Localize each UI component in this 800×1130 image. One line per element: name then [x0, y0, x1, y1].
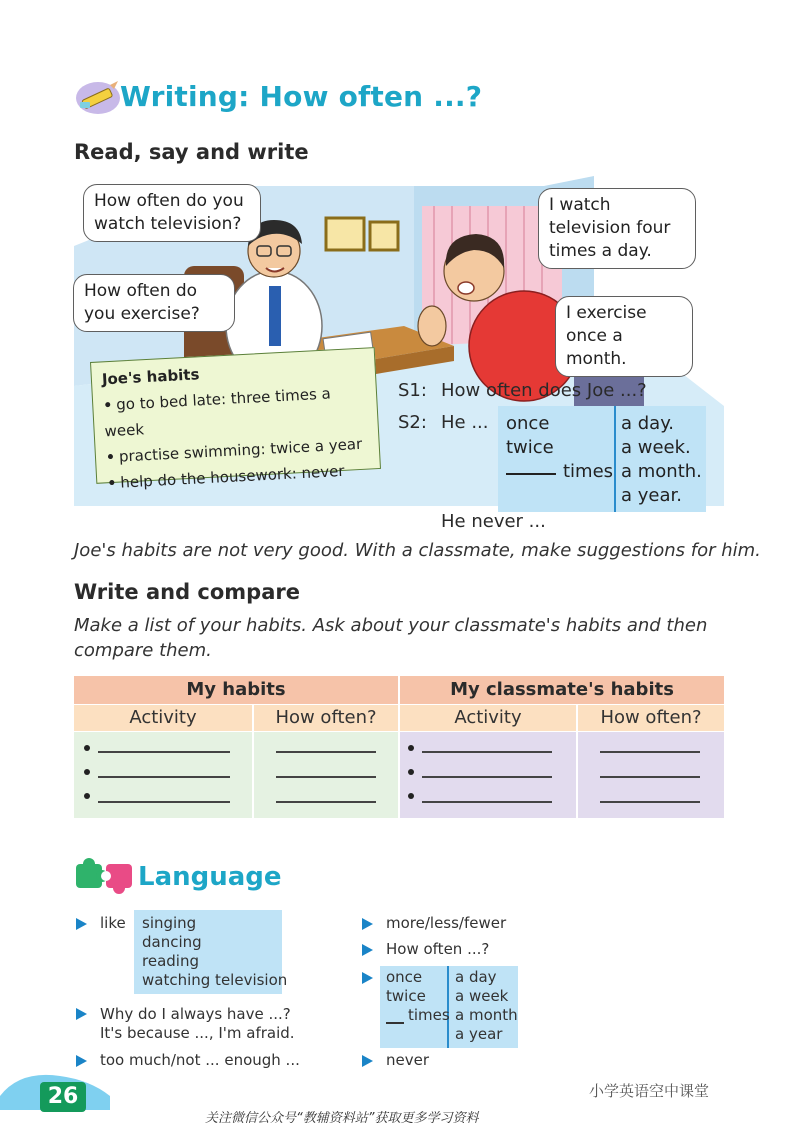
language-heading: Language: [138, 862, 282, 892]
blank-line: [386, 1022, 404, 1024]
table-column-header: Activity: [400, 705, 576, 731]
frequency-period: a day.: [621, 413, 675, 434]
write-line[interactable]: [600, 776, 700, 778]
doctor-speech-bubble: How often do you watch television?: [83, 184, 261, 242]
habits-table: [74, 676, 724, 818]
like-option: watching television: [142, 971, 288, 989]
certificate-frame: [370, 222, 398, 250]
frequency-period: a month.: [621, 461, 702, 482]
table-group-header: My habits: [74, 676, 398, 704]
habit-item: help do the housework: never: [107, 457, 371, 497]
joe-speech-bubble: I exercise once a month.: [555, 296, 693, 377]
write-line[interactable]: [422, 776, 552, 778]
language-item: Why do I always have ...?: [100, 1005, 291, 1023]
frequency-period: a year: [455, 1025, 503, 1043]
frequency-period: a year.: [621, 485, 682, 506]
frequency-period: a day: [455, 968, 497, 986]
table-body-cell: [578, 732, 724, 818]
joes-habits-card: [90, 347, 381, 492]
write-line[interactable]: [276, 751, 376, 753]
language-item: It's because ..., I'm afraid.: [100, 1024, 295, 1042]
arrow-bullet-icon: [362, 918, 373, 930]
table-column-header: How often?: [578, 705, 724, 731]
table-column-header: How often?: [254, 705, 398, 731]
puzzle-icon: [74, 856, 136, 894]
watermark-text: 小学英语空中课堂: [589, 1082, 710, 1100]
table-body-cell: [254, 732, 398, 818]
frequency-divider: [614, 406, 616, 512]
frequency-period: a week.: [621, 437, 691, 458]
blank-line: [506, 473, 556, 475]
arrow-bullet-icon: [76, 1008, 87, 1020]
frequency-option: once: [386, 968, 423, 986]
dialogue-line: He ...: [441, 412, 489, 433]
write-line[interactable]: [98, 751, 230, 753]
language-item: like: [100, 914, 126, 932]
bullet: [408, 793, 414, 799]
language-item: never: [386, 1051, 430, 1069]
table-body-cell: [400, 732, 576, 818]
doctor-speech-bubble: How often do you exercise?: [73, 274, 235, 332]
frequency-option: once: [506, 413, 550, 434]
instruction-text: Joe's habits are not very good. With a classmate, make suggestions for him.: [74, 540, 761, 561]
page-title: Writing: How often ...?: [120, 80, 483, 113]
frequency-option: twice: [506, 437, 554, 458]
bullet: [84, 745, 90, 751]
like-option: reading: [142, 952, 199, 970]
frequency-option: twice: [386, 987, 426, 1005]
pencil-badge-icon: [74, 74, 126, 118]
arrow-bullet-icon: [362, 972, 373, 984]
arrow-bullet-icon: [76, 918, 87, 930]
arrow-bullet-icon: [362, 944, 373, 956]
bullet: [84, 769, 90, 775]
habit-item: practise swimming: twice a year: [105, 431, 369, 471]
bullet: [408, 745, 414, 751]
frequency-period: a week: [455, 987, 509, 1005]
joe-hand: [418, 306, 446, 346]
instruction-text: Make a list of your habits. Ask about your classmate's habits and then compare them.: [74, 615, 708, 661]
write-line[interactable]: [422, 801, 552, 803]
joe-speech-bubble: I watch television four times a day.: [538, 188, 696, 269]
dialogue-line: He never ...: [441, 511, 546, 532]
write-line[interactable]: [276, 801, 376, 803]
arrow-bullet-icon: [362, 1055, 373, 1067]
write-line[interactable]: [600, 751, 700, 753]
frequency-option: times: [563, 461, 614, 482]
language-item: How often ...?: [386, 940, 490, 958]
language-item: more/less/fewer: [386, 914, 507, 932]
write-line[interactable]: [276, 776, 376, 778]
bullet: [408, 769, 414, 775]
frequency-option: times: [408, 1006, 450, 1024]
like-option: singing: [142, 914, 197, 932]
section-heading-compare: Write and compare: [74, 580, 300, 604]
language-item: too much/not ... enough ...: [100, 1051, 300, 1069]
speaker-label: S2:: [398, 412, 427, 433]
dialogue-line: How often does Joe ...?: [441, 380, 647, 401]
habit-item: go to bed late: three times a week: [104, 384, 332, 441]
certificate-frame: [326, 218, 364, 250]
section-heading-read: Read, say and write: [74, 140, 309, 164]
page-number: 26: [40, 1082, 86, 1112]
write-line[interactable]: [98, 801, 230, 803]
write-line[interactable]: [600, 801, 700, 803]
like-option: dancing: [142, 933, 202, 951]
table-group-header: My classmate's habits: [400, 676, 724, 704]
speaker-label: S1:: [398, 380, 427, 401]
bullet: [84, 793, 90, 799]
write-line[interactable]: [422, 751, 552, 753]
footer-note: 关注微信公众号“教辅资料站”获取更多学习资料: [205, 1111, 479, 1126]
table-column-header: Activity: [74, 705, 252, 731]
habits-card-title: Joe's habits: [101, 365, 200, 389]
table-body-cell: [74, 732, 252, 818]
write-line[interactable]: [98, 776, 230, 778]
frequency-period: a month: [455, 1006, 518, 1024]
